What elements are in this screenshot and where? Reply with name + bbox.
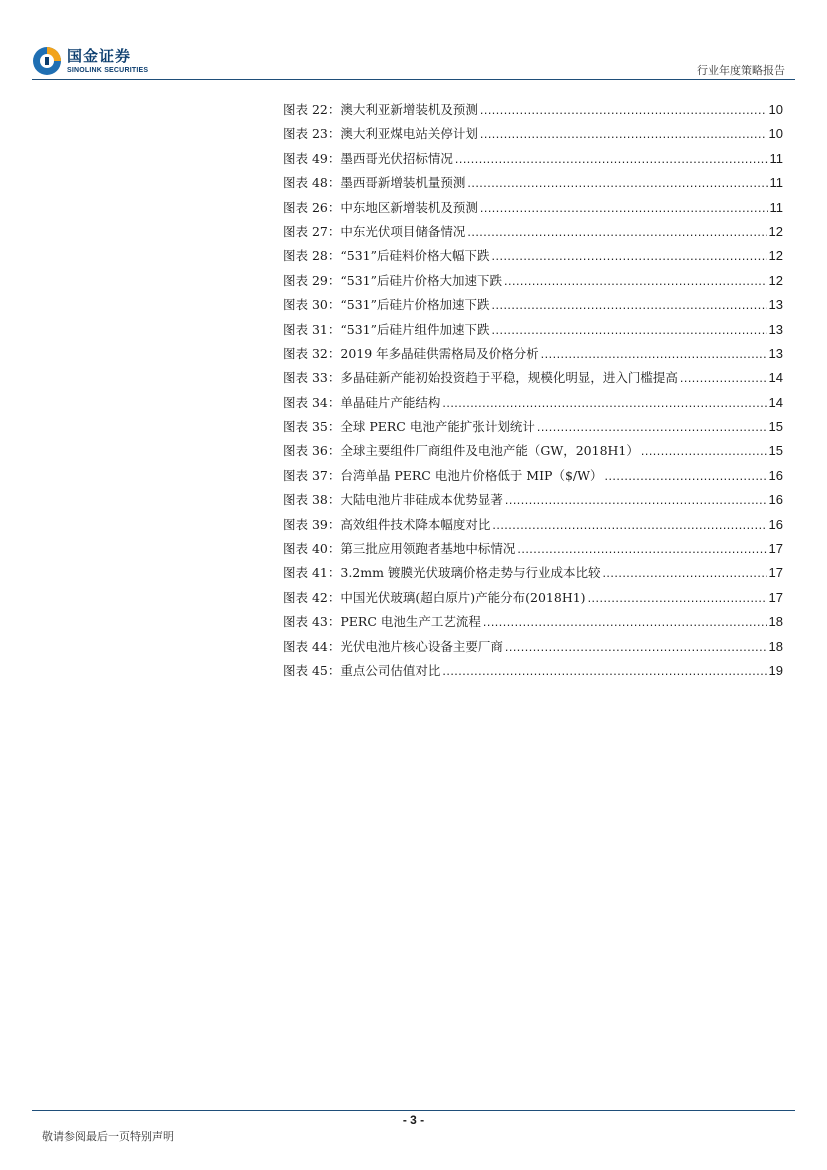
chart-index-list <box>283 100 783 685</box>
toc-entry[interactable] <box>283 295 783 319</box>
toc-entry[interactable] <box>283 612 783 636</box>
toc-entry-label: 图表 38：大陆电池片非硅成本优势显著 <box>283 492 503 508</box>
toc-leader-dots <box>455 152 768 166</box>
toc-entry-page: 14 <box>768 370 783 386</box>
toc-entry-label: 图表 22：澳大利亚新增装机及预测 <box>283 102 478 117</box>
toc-entry[interactable] <box>283 222 783 246</box>
toc-entry-label: 图表 23：澳大利亚煤电站关停计划 <box>283 126 478 142</box>
toc-leader-dots <box>480 201 768 215</box>
toc-leader-dots <box>541 347 767 361</box>
toc-entry[interactable] <box>283 490 783 514</box>
toc-entry[interactable] <box>283 539 783 563</box>
company-logo <box>32 44 148 78</box>
toc-entry[interactable] <box>283 563 783 587</box>
logo-mark-icon <box>32 46 62 76</box>
toc-leader-dots <box>442 396 766 410</box>
toc-leader-dots <box>492 323 767 337</box>
toc-leader-dots <box>641 444 767 458</box>
toc-entry-page: 18 <box>768 614 783 630</box>
toc-entry-page: 13 <box>768 345 783 361</box>
toc-leader-dots <box>480 103 767 117</box>
logo-chinese-name: 国金证券 <box>67 46 132 65</box>
toc-entry[interactable] <box>283 246 783 270</box>
toc-entry-label: 图表 40：第三批应用领跑者基地中标情况 <box>283 541 516 557</box>
toc-leader-dots <box>602 566 766 580</box>
toc-leader-dots <box>588 591 767 605</box>
toc-leader-dots <box>604 469 766 483</box>
toc-entry-label: 图表 33：多晶硅新产能初始投资趋于平稳，规模化明显，进入门槛提高 <box>283 370 678 386</box>
toc-entry[interactable] <box>283 198 783 222</box>
toc-entry[interactable] <box>283 100 783 124</box>
toc-leader-dots <box>505 640 767 654</box>
page-number: - 3 - <box>402 1113 425 1127</box>
toc-entry[interactable] <box>283 149 783 173</box>
toc-entry[interactable] <box>283 368 783 392</box>
toc-entry-label: 图表 35：全球 PERC 电池产能扩张计划统计 <box>283 419 535 435</box>
toc-leader-dots <box>680 371 767 385</box>
toc-leader-dots <box>492 518 766 532</box>
disclaimer-note: 敬请参阅最后一页特别声明 <box>42 1130 174 1143</box>
toc-entry-page: 11 <box>769 150 783 166</box>
toc-leader-dots <box>505 493 767 507</box>
header-divider <box>32 79 795 80</box>
toc-entry-page: 18 <box>768 638 783 654</box>
toc-entry-page: 11 <box>769 175 783 191</box>
toc-entry-page: 10 <box>768 126 783 142</box>
toc-entry[interactable] <box>283 124 783 148</box>
toc-entry-page: 12 <box>768 248 783 264</box>
toc-entry-page: 13 <box>768 297 783 313</box>
toc-entry-page: 12 <box>768 223 783 239</box>
toc-leader-dots <box>492 298 767 312</box>
toc-entry[interactable] <box>283 588 783 612</box>
toc-entry-label: 图表 43：PERC 电池生产工艺流程 <box>283 614 481 630</box>
report-type: 行业年度策略报告 <box>697 64 785 77</box>
toc-leader-dots <box>467 225 766 239</box>
toc-entry-label: 图表 37：台湾单晶 PERC 电池片价格低于 MIP（$/W） <box>283 467 603 483</box>
toc-leader-dots <box>467 176 767 190</box>
toc-entry-label: 图表 29：“531”后硅片价格大加速下跌 <box>283 272 503 288</box>
footer-divider <box>32 1110 795 1111</box>
toc-entry[interactable] <box>283 173 783 197</box>
toc-leader-dots <box>537 420 767 434</box>
toc-entry-page: 16 <box>768 467 783 483</box>
toc-entry-label: 图表 36：全球主要组件厂商组件及电池产能（GW，2018H1） <box>283 443 639 459</box>
toc-entry-page: 17 <box>768 565 783 581</box>
toc-entry-page: 14 <box>768 394 783 410</box>
toc-entry-label: 图表 34：单晶硅片产能结构 <box>283 394 441 410</box>
toc-entry[interactable] <box>283 661 783 685</box>
toc-entry-label: 图表 27：中东光伏项目储备情况 <box>283 223 466 239</box>
toc-entry[interactable] <box>283 417 783 441</box>
toc-entry[interactable] <box>283 441 783 465</box>
toc-entry-page: 15 <box>768 419 783 435</box>
toc-entry[interactable] <box>283 320 783 344</box>
toc-entry-label: 图表 32：2019 年多晶硅供需格局及价格分析 <box>283 345 539 361</box>
toc-entry[interactable] <box>283 271 783 295</box>
toc-entry-label: 图表 41：3.2mm 镀膜光伏玻璃价格走势与行业成本比较 <box>283 565 601 581</box>
toc-entry-page: 16 <box>768 492 783 508</box>
toc-leader-dots <box>483 615 767 629</box>
toc-entry-page: 13 <box>768 321 783 337</box>
toc-entry-label: 图表 42：中国光伏玻璃(超白原片)产能分布(2018H1) <box>283 589 586 605</box>
toc-entry-page: 12 <box>768 272 783 288</box>
toc-entry-page: 17 <box>768 541 783 557</box>
toc-entry-label: 图表 39：高效组件技术降本幅度对比 <box>283 516 491 532</box>
toc-leader-dots <box>517 542 766 556</box>
toc-entry-label: 图表 44：光伏电池片核心设备主要厂商 <box>283 638 503 654</box>
toc-entry[interactable] <box>283 515 783 539</box>
toc-entry-page: 19 <box>768 662 783 678</box>
toc-entry-page: 10 <box>768 102 783 117</box>
toc-entry-label: 图表 28：“531”后硅料价格大幅下跌 <box>283 248 490 264</box>
toc-entry-page: 17 <box>768 589 783 605</box>
toc-leader-dots <box>480 127 767 141</box>
toc-leader-dots <box>504 274 767 288</box>
toc-entry-label: 图表 45：重点公司估值对比 <box>283 662 441 678</box>
logo-english-name: SINOLINK SECURITIES <box>67 66 149 74</box>
toc-leader-dots <box>442 664 766 678</box>
toc-entry[interactable] <box>283 637 783 661</box>
toc-entry[interactable] <box>283 466 783 490</box>
page-header <box>32 44 795 80</box>
toc-entry-label: 图表 48：墨西哥新增装机量预测 <box>283 175 466 191</box>
toc-entry-label: 图表 49：墨西哥光伏招标情况 <box>283 150 453 166</box>
toc-entry-page: 11 <box>769 199 783 215</box>
toc-entry-label: 图表 31：“531”后硅片组件加速下跌 <box>283 321 490 337</box>
toc-leader-dots <box>492 249 767 263</box>
toc-entry[interactable] <box>283 344 783 368</box>
toc-entry-page: 15 <box>768 443 783 459</box>
toc-entry-label: 图表 26：中东地区新增装机及预测 <box>283 199 478 215</box>
toc-entry-label: 图表 30：“531”后硅片价格加速下跌 <box>283 297 490 313</box>
toc-entry-page: 16 <box>768 516 783 532</box>
toc-entry[interactable] <box>283 393 783 417</box>
